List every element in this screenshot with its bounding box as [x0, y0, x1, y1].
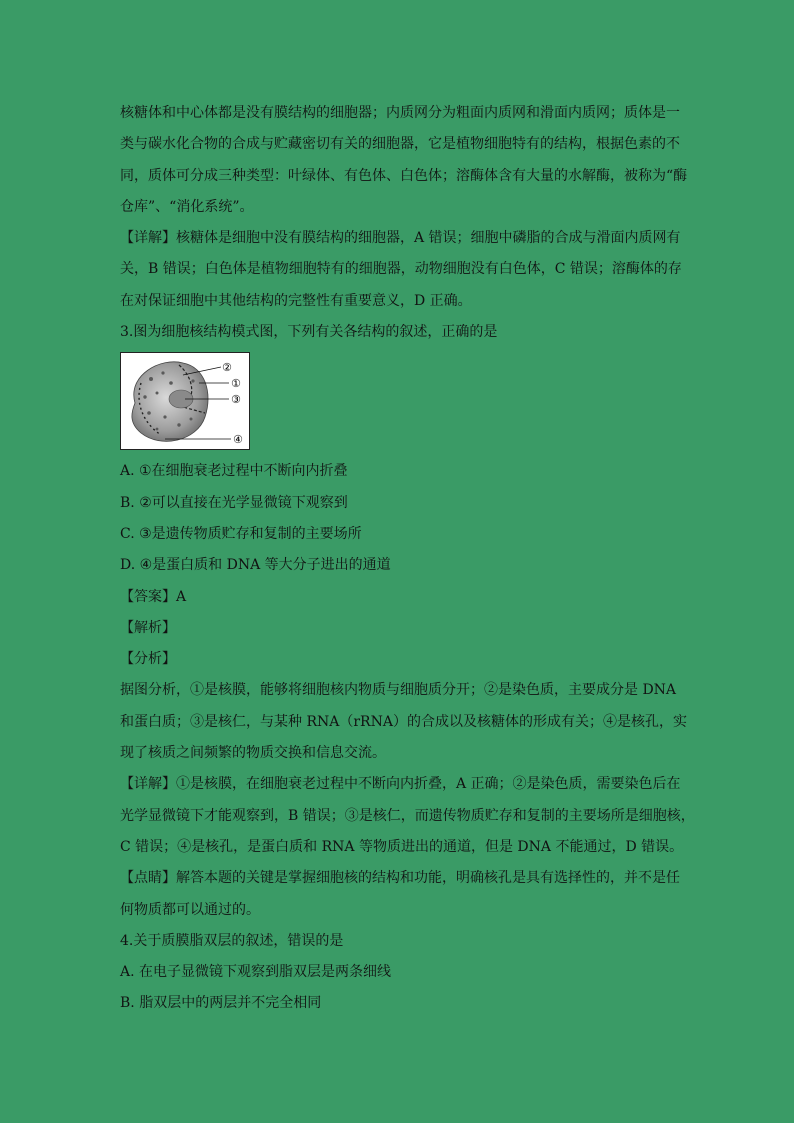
tip-line: 【点睛】解答本题的关键是掌握细胞核的结构和功能，明确核孔是具有选择性的，并不是任: [120, 870, 680, 887]
nucleus-diagram-svg: [121, 353, 249, 449]
option-b: B. ②可以直接在光学显微镜下观察到: [120, 494, 348, 511]
analysis-line: 现了核质之间频繁的物质交换和信息交流。: [120, 745, 386, 762]
analysis-heading: 【解析】: [120, 619, 176, 636]
analysis-line: 和蛋白质；③是核仁，与某种 RNA（rRNA）的合成以及核糖体的形成有关；④是核孔，实: [120, 713, 687, 730]
option-c: C. ③是遗传物质贮存和复制的主要场所: [120, 525, 362, 542]
detail-line: 在对保证细胞中其他结构的完整性有重要意义，D 正确。: [120, 292, 472, 309]
detail-line: C 错误；④是核孔，是蛋白质和 RNA 等物质进出的通道，但是 DNA 不能通过，D 错误。: [120, 838, 684, 855]
question-3-stem: 3.图为细胞核结构模式图，下列有关各结构的叙述，正确的是: [120, 324, 498, 341]
document-body: [120, 98, 695, 1020]
answer-line: 【答案】A: [120, 588, 187, 605]
option-a: A. ①在细胞衰老过程中不断向内折叠: [120, 463, 348, 480]
label-4: ④: [233, 433, 243, 447]
option-d: D. ④是蛋白质和 DNA 等大分子进出的通道: [120, 557, 391, 574]
option-a: A. 在电子显微镜下观察到脂双层是两条细线: [120, 964, 392, 981]
text-line: 仓库”、“消化系统”。: [120, 198, 254, 215]
nucleus-diagram: [120, 352, 250, 450]
label-2: ②: [222, 361, 232, 375]
detail-line: 光学显微镜下才能观察到，B 错误；③是核仁，而遗传物质贮存和复制的主要场所是细胞核，: [120, 807, 695, 824]
analysis-subheading: 【分析】: [120, 651, 176, 668]
detail-line: 【详解】核糖体是细胞中没有膜结构的细胞器，A 错误；细胞中磷脂的合成与滑面内质网有: [120, 230, 681, 247]
text-line: 核糖体和中心体都是没有膜结构的细胞器；内质网分为粗面内质网和滑面内质网；质体是一: [120, 105, 680, 121]
detail-line: 【详解】①是核膜，在细胞衰老过程中不断向内折叠，A 正确；②是染色质，需要染色后在: [120, 776, 681, 793]
detail-line: 关，B 错误；白色体是植物细胞特有的细胞器，动物细胞没有白色体，C 错误；溶酶体的存: [120, 261, 682, 278]
text-line: 同，质体可分成三种类型：叶绿体、有色体、白色体；溶酶体含有大量的水解酶，被称为“酶: [120, 167, 688, 184]
tip-line: 何物质都可以通过的。: [120, 901, 260, 918]
label-3: ③: [231, 393, 241, 407]
analysis-line: 据图分析，①是核膜，能够将细胞核内物质与细胞质分开；②是染色质，主要成分是 DNA: [120, 682, 677, 699]
text-line: 类与碳水化合物的合成与贮藏密切有关的细胞器，它是植物细胞特有的结构，根据色素的不: [120, 136, 680, 153]
label-1: ①: [231, 377, 241, 391]
question-4-stem: 4.关于质膜脂双层的叙述，错误的是: [120, 932, 344, 949]
option-b: B. 脂双层中的两层并不完全相同: [120, 995, 322, 1012]
